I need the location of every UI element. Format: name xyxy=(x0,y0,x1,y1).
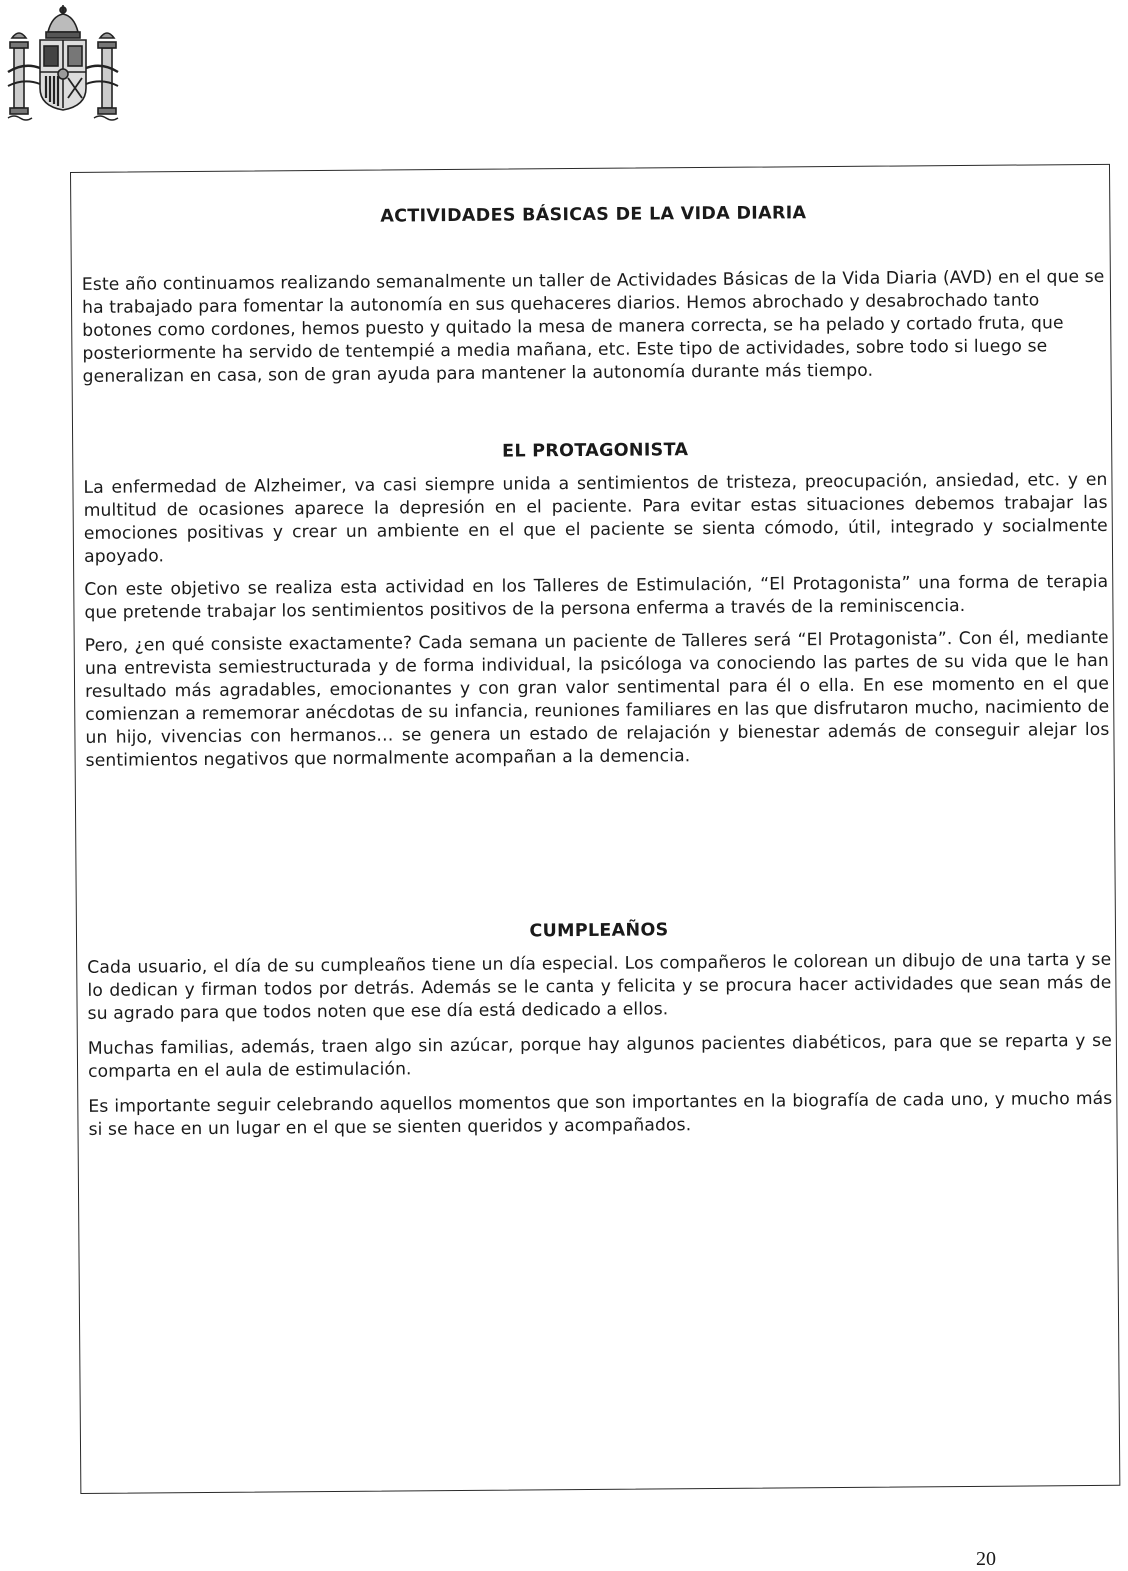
section-paragraph: Muchas familias, además, traen algo sin azúcar, porque hay algunos pacientes diabéticos, para que se reparta y se comparta en el aula de estimulación. xyxy=(87,1030,1112,1082)
coat-of-arms-crest xyxy=(4,2,122,124)
section-title-protagonista: EL PROTAGONISTA xyxy=(502,440,689,462)
page-number: 20 xyxy=(976,1548,996,1570)
document-body xyxy=(81,165,1113,1142)
section-paragraph: La enfermedad de Alzheimer, va casi siempre unida a sentimientos de tristeza, preocupación, ansiedad, etc. y en multitud de ocasiones aparece la depresión en el paciente. Para evitar estas situaciones debemos trabajar las emociones positivas y crear un ambiente en el que el paciente se sienta cómodo, útil, integrado y socialmente apoyado. xyxy=(83,469,1108,567)
section-paragraph: Es importante seguir celebrando aquellos momentos que son importantes en la biografía de cada uno, y mucho más si se hace en un lugar en el que se sienten queridos y acompañados. xyxy=(88,1088,1113,1140)
section-paragraph: Cada usuario, el día de su cumpleaños tiene un día especial. Los compañeros le colorean un dibujo de una tarta y se lo dedican y firman todos por detrás. Además se le canta y felicita y se procura hacer actividades que sean más de su agrado para que todos noten que ese día está dedicado a ellos. xyxy=(87,949,1112,1024)
section-paragraph: Este año continuamos realizando semanalmente un taller de Actividades Básicas de la Vida Diaria (AVD) en el que se ha trabajado para fomentar la autonomía en sus quehaceres diarios. Hemos abrochado y desabrochado tanto botones como cordones, hemos puesto y quitado la mesa de manera correcta, se ha pelado y cortado fruta, que posteriormente ha servido de tentempié a media mañana, etc. Este tipo de actividades, sobre todo si luego se generalizan en casa, son de gran ayuda para mantener la autonomía durante más tiempo. xyxy=(81,266,1105,387)
section-paragraph: Con este objetivo se realiza esta actividad en los Talleres de Estimulación, “El Protagonista” una forma de terapia que pretende trabajar los sentimientos positivos de la persona enferma a través de la reminiscencia. xyxy=(84,571,1109,623)
section-title-cumpleanos: CUMPLEAÑOS xyxy=(529,920,669,942)
section-paragraph: Pero, ¿en qué consiste exactamente? Cada semana un paciente de Talleres será “El Protagonista”. Con él, mediante una entrevista semiestructurada y de forma individual, la psicóloga va conociendo las partes de su vida que le han resultado más agradables, emocionantes y con gran valor sentimental para él o ella. En ese momento en el que comienzan a rememorar anécdotas de su infancia, reuniones familiares en las que disfrutaron mucho, nacimiento de un hijo, vivencias con hermanos… se genera un estado de relajación y bienestar además de conseguir alejar los sentimientos negativos que normalmente acompañan a la demencia. xyxy=(84,627,1110,771)
content-frame xyxy=(70,164,1120,1494)
section-title-avd: ACTIVIDADES BÁSICAS DE LA VIDA DIARIA xyxy=(380,203,807,227)
